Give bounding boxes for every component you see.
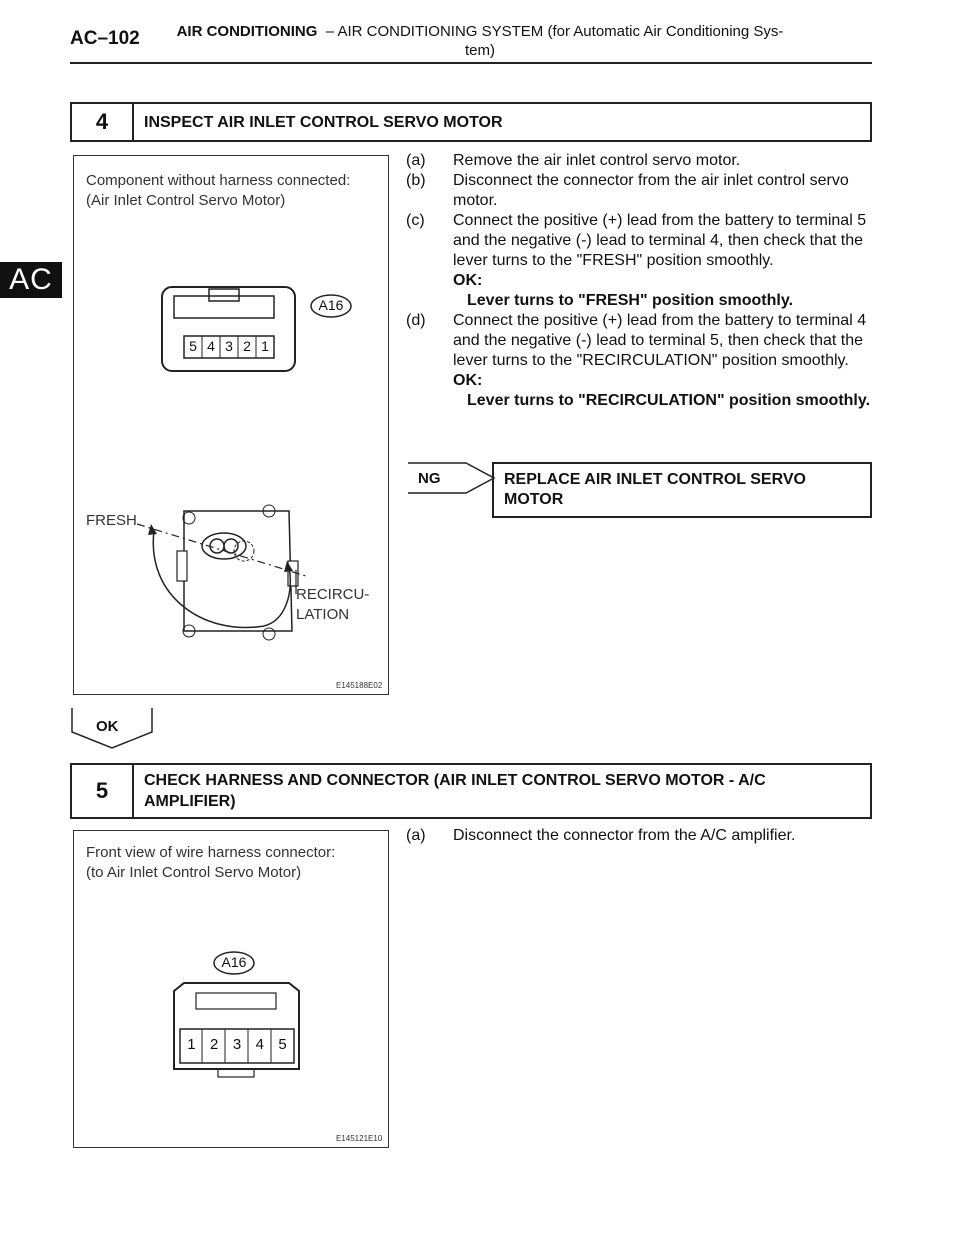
ng-action-box: REPLACE AIR INLET CONTROL SERVO MOTOR [492,462,872,518]
figure-caption-line1: Component without harness connected: [86,172,351,189]
figure-servo-motor [73,155,389,695]
figure-caption-line2: (Air Inlet Control Servo Motor) [86,192,286,209]
pin-label: 2 [243,338,251,354]
step-4-number: 4 [72,104,134,140]
section-header [150,22,810,60]
instruction-d-ok: OK: [453,372,483,389]
pin-label: 3 [225,338,233,354]
instruction-b: (b) Disconnect the connector from the air inlet control servo motor. [406,172,849,209]
step-4-title: INSPECT AIR INLET CONTROL SERVO MOTOR [144,113,503,131]
instruction-c-ok: OK: [453,272,483,289]
recirc-label-line2: LATION [296,606,350,623]
step-5-title: CHECK HARNESS AND CONNECTOR (AIR INLET CONTROL SERVO MOTOR - A/C AMPLIFIER) [144,772,766,810]
pin-label: 5 [278,1036,287,1053]
pin-label: 1 [261,338,269,354]
instruction-c-ok-value: Lever turns to "FRESH" position smoothly. [467,292,794,309]
figure-code: E145121E10 [336,1134,383,1143]
pin-label: 4 [255,1036,264,1053]
section-subtitle-line1: – AIR CONDITIONING SYSTEM (for Automatic Air Conditioning Sys- [325,23,784,40]
pin-label: 2 [210,1036,219,1053]
pin-label: 4 [207,338,215,354]
section-name: AIR CONDITIONING [176,23,318,40]
instruction-a: (a) Disconnect the connector from the A/C amplifier. [406,827,796,844]
figure-code: E145188E02 [336,681,383,690]
ng-label: NG [418,470,441,487]
figure-caption-line1: Front view of wire harness connector: [86,844,336,861]
step-4-instructions [406,151,872,411]
pin-label: 1 [187,1036,196,1053]
step-4-box [70,102,872,142]
instruction-a: (a) Remove the air inlet control servo motor. [406,152,741,169]
fresh-label: FRESH [86,512,137,529]
side-tab: AC [0,262,62,298]
pin-row [184,338,274,354]
page-number: AC–102 [70,28,140,49]
header-rule [70,62,872,64]
section-subtitle-line2: tem) [465,42,495,59]
step-5-instructions [406,826,872,846]
figure-harness-connector [73,830,389,1148]
pin-label: 3 [232,1036,242,1053]
pin-row [180,1036,294,1053]
pin-label: 5 [189,338,197,354]
recirc-label-line1: RECIRCU- [296,586,370,603]
figure-caption-line2: (to Air Inlet Control Servo Motor) [86,864,302,881]
connector-label-a16: A16 [221,954,247,970]
instruction-d-ok-value: Lever turns to "RECIRCULATION" position smoothly. [467,392,871,409]
harness-connector-drawing [74,831,390,1149]
step-5-number: 5 [72,765,134,817]
ok-label: OK [96,718,119,735]
connector-label-a16: A16 [318,297,344,313]
step-5-box [70,763,872,819]
instruction-c: (c) Connect the positive (+) lead from the battery to terminal 5 and the negative (-) lead to terminal 4, then check that the lever turns to the "FRESH" position smoothly. [406,212,867,269]
instruction-d: (d) Connect the positive (+) lead from the battery to terminal 4 and the negative (-) lead to terminal 5, then check that the lever turns to the "RECIRCULATION" position smoothly. [406,312,867,369]
